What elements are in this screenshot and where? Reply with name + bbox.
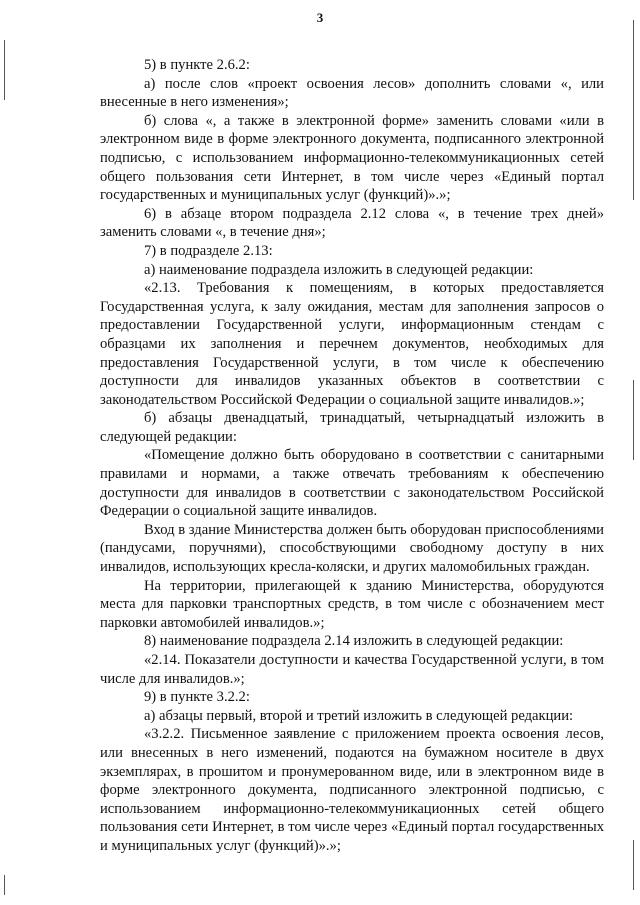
paragraph: 5) в пункте 2.6.2:	[144, 57, 250, 73]
paragraph: «Помещение должно быть оборудовано в соответствии с санитарными правилами и нормами, а также отвечать требованиям к обеспечению доступности для инвалидов в соответствии с законодательством Российской Федерации о социальной защите инвалидов.	[100, 447, 604, 520]
paragraph: На территории, прилегающей к зданию Министерства, оборудуются места для парковки транспортных средств, в том числе с обозначением мест парковки автомобилей инвалидов.»;	[100, 577, 604, 631]
paragraph: «3.2.2. Письменное заявление с приложением проекта освоения лесов, или внесенных в него изменений, подаются на бумажном носителе в двух экземплярах, в прошитом и пронумерованном виде, или в электронном виде в форме электронного документа, подписанного электронной подписью, с использованием информационно-телекоммуникационных сетей общего пользования сети Интернет, в том числе через «Единый портал государственных и муниципальных услуг (функций)».»;	[100, 726, 604, 854]
paragraph: 6) в абзаце втором подраздела 2.12 слова «, в течение трех дней» заменить словами «, в течение дня»;	[100, 205, 604, 241]
paragraph: 7) в подразделе 2.13:	[144, 242, 273, 259]
scan-edge-right	[633, 840, 634, 890]
paragraph: 8) наименование подраздела 2.14 изложить в следующей редакции:	[144, 633, 564, 650]
paragraph: «2.13. Требования к помещениям, в которых предоставляется Государственная услуга, к залу ожидания, местам для заполнения запросов о предоставлении Государственной услуги, информационным стендам с образцами их заполнения и перечнем документов, необходимых для предоставления Государственной услуги, в том числе к обеспечению доступности для инвалидов указанных объектов в соответствии с законодательством Российской Федерации о социальной защите инвалидов.»;	[100, 280, 604, 408]
paragraph: а) после слов «проект освоения лесов» дополнить словами «, или внесенные в него изменения»;	[100, 75, 604, 111]
scan-edge-right	[633, 20, 634, 200]
paragraph: «2.14. Показатели доступности и качества Государственной услуги, в том числе для инвалидов.»;	[100, 652, 604, 687]
page-number: 3	[316, 10, 324, 25]
paragraph: б) слова «, а также в электронной форме» заменить словами «или в электронном виде в форме электронного документа, подписанного электронной подписью, с использованием информационно-телекоммуникационных сетей общего пользования сети Интернет, в том числе через «Единый портал государственных и муниципальных услуг (функций)».»;	[100, 112, 604, 204]
paragraph: Вход в здание Министерства должен быть оборудован приспособлениями (пандусами, поручнями), способствующими свободному доступу в них инвалидов, использующих кресла-коляски, и других маломобильных граждан.	[100, 521, 604, 576]
document-body	[100, 56, 604, 856]
scan-edge-right	[633, 380, 634, 460]
paragraph: б) абзацы двенадцатый, тринадцатый, четырнадцатый изложить в следующей редакции:	[100, 410, 604, 445]
paragraph: а) абзацы первый, второй и третий изложить в следующей редакции:	[144, 707, 574, 724]
paragraph: 9) в пункте 3.2.2:	[144, 689, 250, 706]
paragraph: а) наименование подраздела изложить в следующей редакции:	[144, 261, 534, 278]
scan-edge-left	[4, 875, 5, 895]
scan-edge-left	[4, 40, 5, 100]
